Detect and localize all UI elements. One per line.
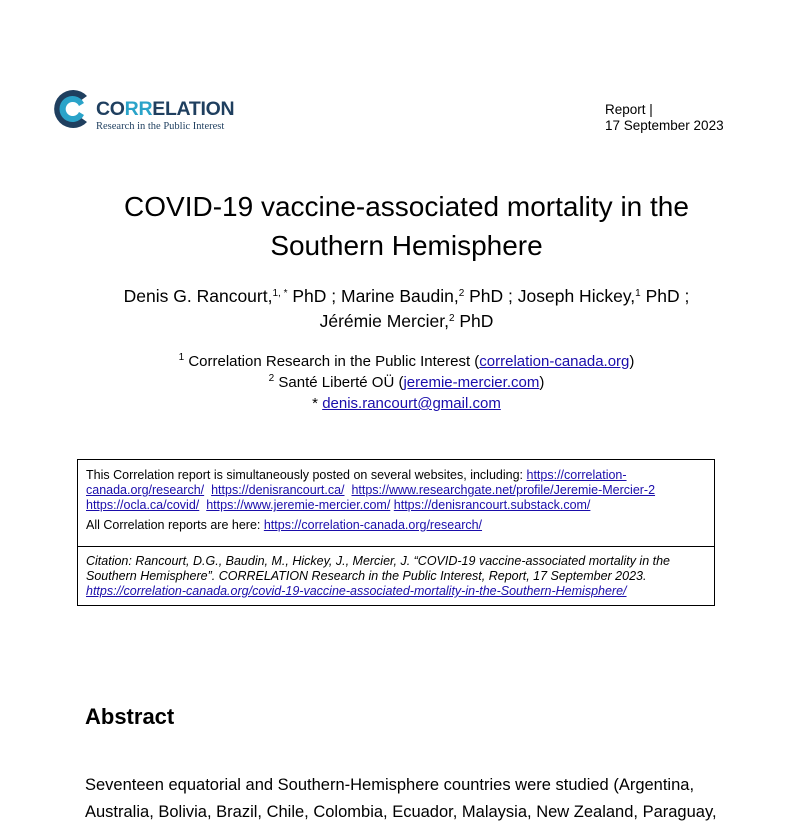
author-degree: PhD ; (464, 286, 513, 306)
site-link[interactable]: https://www.researchgate.net/profile/Jeremie-Mercier-2 (351, 483, 656, 497)
site-link[interactable]: https://correlation-canada.org/research/ (86, 468, 627, 497)
all-reports: All Correlation reports are here: https://correlation-canada.org/research/ (86, 518, 483, 532)
author-name: Marine Baudin, (336, 286, 459, 306)
correlation-logo (48, 86, 248, 136)
abstract-text: Seventeen equatorial and Southern-Hemisphere countries were studied (Argentina, Australia, Bolivia, Brazil, Chile, Colombia, Ecuador, Malaysia, New Zealand, Paraguay, (85, 776, 717, 821)
author-name: Jérémie Mercier, (319, 311, 449, 331)
site-link[interactable]: https://ocla.ca/covid/ (86, 498, 200, 512)
author-degree: PhD ; (640, 286, 690, 306)
logo-tagline: Research in the Public Interest (96, 121, 225, 132)
affiliation-list (60, 351, 753, 414)
author-list (60, 284, 753, 334)
logo-name: CORRELATION (96, 98, 235, 120)
citation-link[interactable]: https://correlation-canada.org/covid-19-vaccine-associated-mortality-in-the-Southern-Hemisphere/ (86, 584, 627, 598)
author-name: Denis G. Rancourt, (123, 286, 273, 306)
affiliation-link[interactable]: correlation-canada.org (479, 353, 630, 370)
posting-info (78, 460, 714, 546)
author-name: Joseph Hickey, (512, 286, 636, 306)
abstract-heading: Abstract (85, 704, 175, 729)
author-degree: PhD (454, 311, 494, 331)
author-affiliation-mark: 2 (458, 288, 465, 299)
correlation-c-icon (48, 86, 94, 132)
affiliation-item: * denis.rancourt@gmail.com (312, 395, 501, 412)
site-link[interactable]: https://www.jeremie-mercier.com/ (206, 498, 391, 512)
email-link[interactable]: denis.rancourt@gmail.com (322, 395, 501, 412)
report-date: 17 September 2023 (605, 117, 724, 133)
box-divider (78, 546, 714, 547)
report-meta (605, 102, 724, 133)
site-link[interactable]: https://denisrancourt.ca/ (211, 483, 345, 497)
author-degree: PhD ; (287, 286, 337, 306)
author-affiliation-mark: 1 (635, 288, 641, 299)
citation: Citation: Rancourt, D.G., Baudin, M., Hickey, J., Mercier, J. “COVID-19 vaccine-associated mortality in the Southern Hemisphere”. CORRELATION Research in the Public Interest, Report, 17 September 2023. https://correlation-canada.org/covid-19-vaccine-associated-mortality-in-the-Southern-Hemisphere/ (86, 554, 670, 598)
affiliation-item: $^2$ Santé Liberté OÜ (jeremie-mercier.com) (268, 373, 545, 391)
affiliation-link[interactable]: jeremie-mercier.com (403, 374, 540, 391)
posted-sites: This Correlation report is simultaneously posted on several websites, including: https://correlation-canada.org/research/ https://denisrancourt.ca/ https://www.researchgate.net/profile/Jeremie-Mercier-2 https://ocla.ca/covid/ https://www.jeremie-mercier.com/ https://denisrancourt.substack.com/ (86, 468, 656, 512)
paper-title: COVID-19 vaccine-associated mortality in the Southern Hemisphere (124, 191, 689, 261)
author-affiliation-mark: 1, * (272, 288, 288, 299)
affiliation-item: $^1$ Correlation Research in the Public Interest (correlation-canada.org) (178, 352, 635, 370)
author-affiliation-mark: 2 (448, 313, 455, 324)
posting-info-box (77, 459, 715, 606)
all-reports-link[interactable]: https://correlation-canada.org/research/ (263, 518, 483, 532)
site-link[interactable]: https://denisrancourt.substack.com/ (393, 498, 591, 512)
report-type: Report | (605, 102, 653, 117)
